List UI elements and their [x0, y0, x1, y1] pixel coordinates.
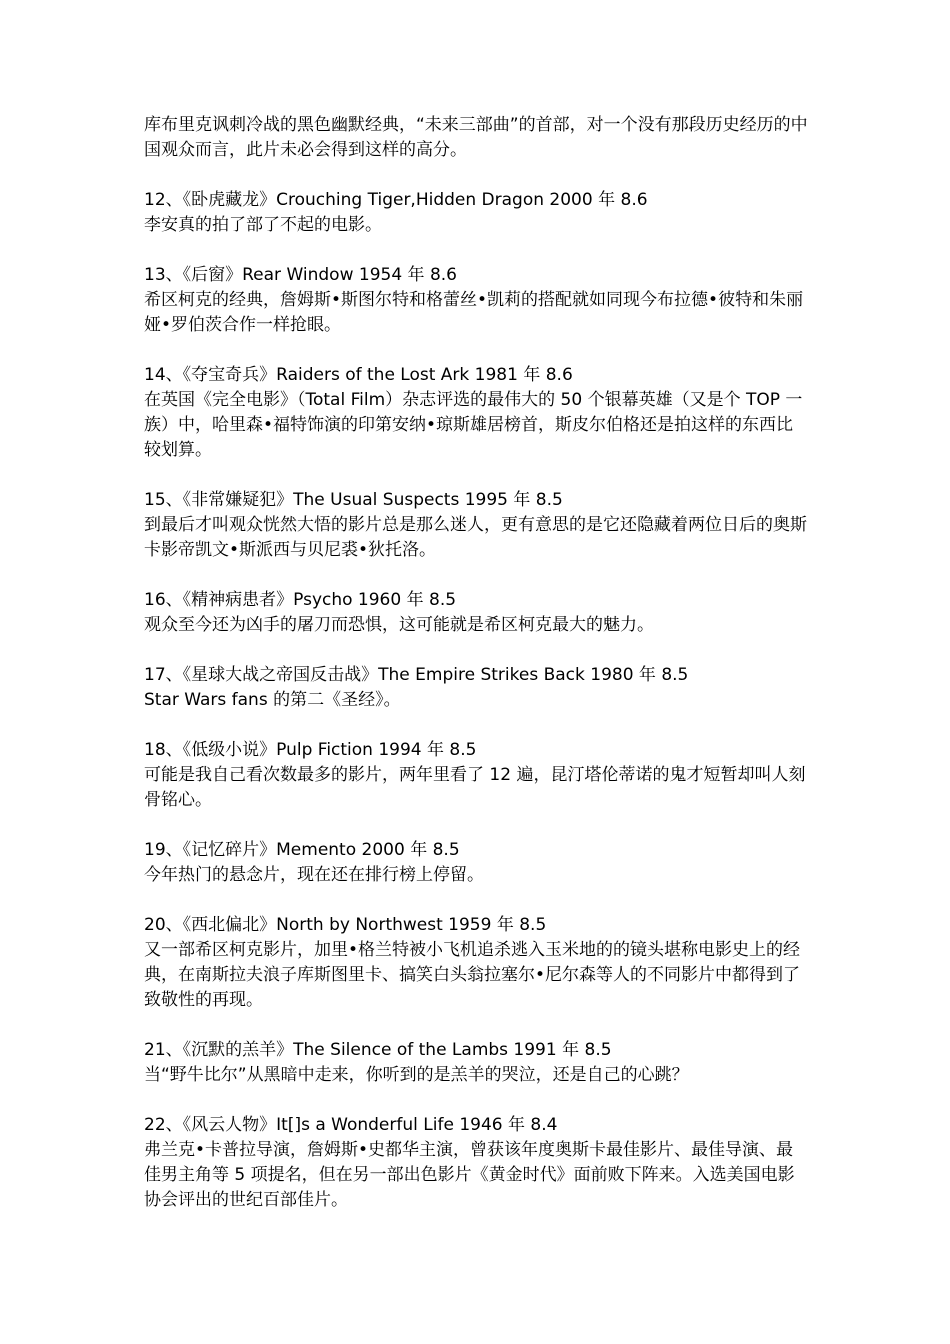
list-item: [144, 488, 810, 563]
entry-heading: 22、《风云人物》It[]s a Wonderful Life 1946 年 8.4: [144, 1115, 558, 1135]
entry-heading: 21、《沉默的羔羊》The Silence of the Lambs 1991 年 8.5: [144, 1040, 612, 1060]
entry-description: 观众至今还为凶手的屠刀而恐惧，这可能就是希区柯克最大的魅力。: [144, 615, 654, 635]
entry-description: 李安真的拍了部了不起的电影。: [144, 215, 382, 235]
entry-heading: 17、《星球大战之帝国反击战》The Empire Strikes Back 1980 年 8.5: [144, 665, 689, 685]
entry-heading: 14、《夺宝奇兵》Raiders of the Lost Ark 1981 年 8.6: [144, 365, 573, 385]
entry-heading: 19、《记忆碎片》Memento 2000 年 8.5: [144, 840, 460, 860]
entry-heading: 20、《西北偏北》North by Northwest 1959 年 8.5: [144, 915, 547, 935]
entry-description: 当“野牛比尔”从黑暗中走来，你听到的是羔羊的哭泣，还是自己的心跳？: [144, 1065, 689, 1085]
list-item: [144, 838, 810, 888]
intro-paragraph: [144, 113, 810, 163]
entry-heading: 12、《卧虎藏龙》Crouching Tiger,Hidden Dragon 2000 年 8.6: [144, 190, 648, 210]
entry-heading: 13、《后窗》Rear Window 1954 年 8.6: [144, 265, 457, 285]
entry-description: 又一部希区柯克影片，加里•格兰特被小飞机追杀逃入玉米地的的镜头堪称电影史上的经典，在南斯拉夫浪子库斯图里卡、搞笑白头翁拉塞尔•尼尔森等人的不同影片中都得到了致敬性的再现。: [144, 940, 801, 1010]
entry-description: Star Wars fans 的第二《圣经》。: [144, 690, 401, 710]
entry-heading: 18、《低级小说》Pulp Fiction 1994 年 8.5: [144, 740, 477, 760]
list-item: [144, 588, 810, 638]
intro-text: 库布里克讽刺冷战的黑色幽默经典，“未来三部曲”的首部，对一个没有那段历史经历的中国观众而言，此片未必会得到这样的高分。: [144, 115, 808, 160]
entry-description: 希区柯克的经典，詹姆斯•斯图尔特和格蕾丝•凯莉的搭配就如同现今布拉德•彼特和朱丽娅•罗伯茨合作一样抢眼。: [144, 290, 804, 335]
list-item: [144, 1113, 810, 1213]
entry-description: 到最后才叫观众恍然大悟的影片总是那么迷人，更有意思的是它还隐藏着两位日后的奥斯卡影帝凯文•斯派西与贝尼裘•狄托洛。: [144, 515, 807, 560]
list-item: [144, 738, 810, 813]
entry-description: 在英国《完全电影》（Total Film）杂志评选的最伟大的 50 个银幕英雄（又是个 TOP 一族）中，哈里森•福特饰演的印第安纳•琼斯雄居榜首，斯皮尔伯格还是拍这样的东西比较划算。: [144, 390, 803, 460]
document-body: [144, 113, 810, 1238]
entry-description: 今年热门的悬念片，现在还在排行榜上停留。: [144, 865, 484, 885]
list-item: [144, 188, 810, 238]
list-item: [144, 363, 810, 463]
list-item: [144, 913, 810, 1013]
list-item: [144, 663, 810, 713]
list-item: [144, 1038, 810, 1088]
entry-description: 弗兰克•卡普拉导演，詹姆斯•史都华主演，曾获该年度奥斯卡最佳影片、最佳导演、最佳男主角等 5 项提名，但在另一部出色影片《黄金时代》面前败下阵来。入选美国电影协会评出的世纪百部佳片。: [144, 1140, 795, 1210]
entry-heading: 16、《精神病患者》Psycho 1960 年 8.5: [144, 590, 457, 610]
list-item: [144, 263, 810, 338]
entry-heading: 15、《非常嫌疑犯》The Usual Suspects 1995 年 8.5: [144, 490, 563, 510]
entry-description: 可能是我自己看次数最多的影片，两年里看了 12 遍，昆汀塔伦蒂诺的鬼才短暂却叫人刻骨铭心。: [144, 765, 806, 810]
